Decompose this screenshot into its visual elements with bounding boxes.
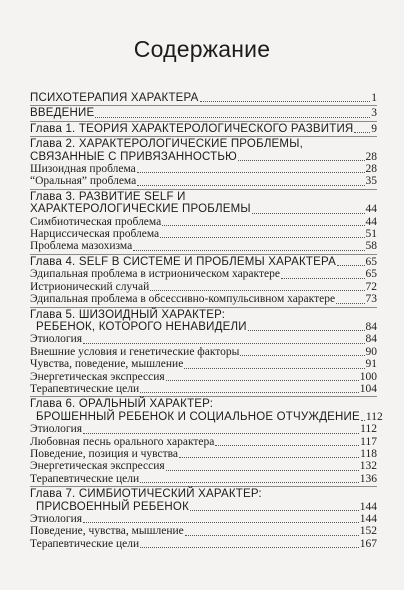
toc-entry-text: Этиология xyxy=(30,423,83,436)
toc-entry-text: Терапевтические цели xyxy=(30,472,140,485)
toc-entry-text: Поведение, позиция и чувства xyxy=(30,447,179,460)
leader-dots xyxy=(184,367,364,369)
chapter-heading[interactable] xyxy=(30,501,377,513)
leader-dots xyxy=(140,481,359,483)
leader-dots xyxy=(179,456,359,458)
toc-entry-text: ВВЕДЕНИЕ xyxy=(30,107,95,120)
toc-entry[interactable] xyxy=(30,216,377,228)
leader-dots xyxy=(190,509,359,511)
toc-entry[interactable] xyxy=(30,423,377,435)
toc-entry-text: Поведение, чувства, мышление xyxy=(30,525,184,538)
toc-page-number: 3 xyxy=(371,107,377,120)
toc-entry[interactable] xyxy=(30,240,377,252)
toc-page-number: 65 xyxy=(365,268,377,281)
toc-entry-text: Эдипальная проблема в обсессивно-компульсивном характере xyxy=(30,293,336,306)
chapter-title-cont: БРОШЕННЫЙ РЕБЕНОК И СОЦИАЛЬНОЕ ОТЧУЖДЕНИЕ xyxy=(36,410,360,423)
toc-page-number: 65 xyxy=(365,255,377,268)
toc-entry-text: ПСИХОТЕРАПИЯ ХАРАКТЕРА xyxy=(30,92,199,104)
toc-entry[interactable] xyxy=(30,538,377,550)
toc-entry-text: Симбиотическая проблема xyxy=(30,215,162,228)
chapter-heading[interactable] xyxy=(30,321,377,333)
toc-entry[interactable] xyxy=(30,107,377,119)
toc-entry[interactable] xyxy=(30,175,377,187)
toc-entry[interactable] xyxy=(30,293,377,305)
toc-page-number: 152 xyxy=(359,525,377,538)
leader-dots xyxy=(137,184,364,186)
toc-entry-text: Проблема мазохизма xyxy=(30,240,133,253)
table-of-contents xyxy=(30,92,383,550)
toc-entry[interactable] xyxy=(30,525,377,537)
toc-entry[interactable] xyxy=(30,346,377,358)
toc-entry[interactable] xyxy=(30,448,377,460)
toc-page-number: 9 xyxy=(371,122,377,135)
chapter-title: Глава 4. SELF В СИСТЕМЕ И ПРОБЛЕМЫ ХАРАКТЕРА xyxy=(30,255,336,268)
toc-entry-text: Этиология xyxy=(30,333,83,346)
leader-dots xyxy=(248,329,365,331)
toc-entry[interactable] xyxy=(30,371,377,383)
leader-dots xyxy=(337,264,365,266)
chapter-title[interactable]: Глава 2. ХАРАКТЕРОЛОГИЧЕСКИЕ ПРОБЛЕМЫ, xyxy=(30,138,303,151)
toc-page-number: 117 xyxy=(360,435,377,448)
chapter-title[interactable]: Глава 3. РАЗВИТИЕ SELF И xyxy=(30,190,186,203)
toc-entry-text: Эдипальная проблема в истрионическом характере xyxy=(30,268,280,281)
leader-dots xyxy=(252,212,365,214)
chapter-title-cont: СВЯЗАННЫЕ С ПРИВЯЗАННОСТЬЮ xyxy=(30,150,237,163)
toc-page-number: 1 xyxy=(371,92,377,104)
leader-dots xyxy=(185,534,359,536)
toc-entry[interactable] xyxy=(30,460,377,472)
toc-page-number: 100 xyxy=(359,370,377,383)
divider xyxy=(30,307,377,308)
leader-dots xyxy=(83,342,364,344)
chapter-title-cont: ПРИСВОЕННЫЙ РЕБЕНОК xyxy=(36,500,189,513)
toc-entry[interactable] xyxy=(30,268,377,280)
toc-page-number: 144 xyxy=(359,513,377,525)
divider xyxy=(30,136,377,137)
chapter-heading[interactable] xyxy=(30,256,377,268)
leader-dots xyxy=(133,249,364,251)
toc-page-number: 72 xyxy=(365,280,377,293)
toc-page-number: 51 xyxy=(365,228,377,241)
toc-page-number: 132 xyxy=(359,460,377,473)
toc-entry-text: Энергетическая экспрессия xyxy=(30,460,165,473)
toc-entry[interactable] xyxy=(30,163,377,175)
toc-entry-text: “Оральная” проблема xyxy=(30,175,137,188)
toc-entry-text: Этиология xyxy=(30,513,83,525)
leader-dots xyxy=(150,289,364,291)
toc-entry-text: Внешние условия и генетические факторы xyxy=(30,345,240,358)
leader-dots xyxy=(83,432,359,434)
toc-entry-text: Энергетическая экспрессия xyxy=(30,370,165,383)
divider xyxy=(30,105,377,106)
toc-page-number: 84 xyxy=(365,320,377,333)
chapter-title-cont: РЕБЕНОК, КОТОРОГО НЕНАВИДЕЛИ xyxy=(36,320,247,333)
toc-entry[interactable] xyxy=(30,358,377,370)
toc-entry[interactable] xyxy=(30,383,377,395)
leader-dots xyxy=(336,302,364,304)
toc-page-number: 44 xyxy=(365,215,377,228)
leader-dots xyxy=(140,391,359,393)
toc-page-number: 112 xyxy=(365,410,383,423)
toc-entry-text: Любовная песнь орального характера xyxy=(30,435,215,448)
toc-page-number: 28 xyxy=(365,163,377,176)
toc-entry[interactable] xyxy=(30,228,377,240)
chapter-heading[interactable] xyxy=(30,123,377,135)
toc-page-number: 84 xyxy=(365,333,377,346)
toc-page-number: 58 xyxy=(365,240,377,253)
chapter-heading[interactable] xyxy=(30,151,377,163)
leader-dots xyxy=(83,521,359,523)
toc-page-number: 90 xyxy=(365,345,377,358)
leader-dots xyxy=(354,131,370,133)
leader-dots xyxy=(162,224,364,226)
toc-entry-text: Нарциссическая проблема xyxy=(30,228,160,241)
leader-dots xyxy=(160,236,364,238)
leader-dots xyxy=(95,116,370,118)
leader-dots xyxy=(215,444,359,446)
chapter-heading[interactable] xyxy=(30,203,377,215)
toc-entry-text: Чувства, поведение, мышление xyxy=(30,358,184,371)
leader-dots xyxy=(200,100,371,102)
chapter-title: Глава 1. ТЕОРИЯ ХАРАКТЕРОЛОГИЧЕСКОГО РАЗВИТИЯ xyxy=(30,122,354,135)
chapter-title[interactable]: Глава 6. ОРАЛЬНЫЙ ХАРАКТЕР: xyxy=(30,398,214,411)
toc-page-number: 167 xyxy=(359,537,377,550)
toc-entry[interactable] xyxy=(30,436,377,448)
toc-entry-text: Терапевтические цели xyxy=(30,382,140,395)
toc-page-number: 35 xyxy=(365,175,377,188)
leader-dots xyxy=(281,277,365,279)
toc-entry[interactable] xyxy=(30,281,377,293)
toc-page-number: 44 xyxy=(365,203,377,216)
toc-page-number: 91 xyxy=(365,358,377,371)
divider xyxy=(30,189,377,190)
leader-dots xyxy=(137,171,365,173)
toc-entry-text: Шизоидная проблема xyxy=(30,163,136,176)
chapter-title-cont: ХАРАКТЕРОЛОГИЧЕСКИЕ ПРОБЛЕМЫ xyxy=(30,203,251,216)
chapter-heading[interactable] xyxy=(30,410,383,423)
toc-page-number: 118 xyxy=(360,447,377,460)
toc-page-number: 112 xyxy=(360,423,377,436)
toc-entry-text: Истрионический случай xyxy=(30,280,150,293)
chapter-title[interactable]: Глава 7. СИМБИОТИЧЕСКИЙ ХАРАКТЕР: xyxy=(30,488,262,501)
toc-page-number: 136 xyxy=(359,472,377,485)
chapter-title[interactable]: Глава 5. ШИЗОИДНЫЙ ХАРАКТЕР: xyxy=(30,308,226,321)
toc-page-number: 144 xyxy=(359,500,377,513)
toc-page-number: 28 xyxy=(365,150,377,163)
page-title: Содержание xyxy=(133,36,271,62)
leader-dots xyxy=(166,469,359,471)
toc-entry-text: Терапевтические цели xyxy=(30,537,140,550)
toc-entry[interactable] xyxy=(30,333,377,345)
leader-dots xyxy=(140,546,359,548)
divider xyxy=(30,121,377,122)
divider xyxy=(30,254,377,255)
toc-entry[interactable] xyxy=(30,473,377,485)
toc-page-number: 104 xyxy=(359,382,377,395)
leader-dots xyxy=(361,419,365,421)
leader-dots xyxy=(240,354,364,356)
leader-dots xyxy=(166,379,359,381)
leader-dots xyxy=(238,159,365,161)
toc-page-number: 73 xyxy=(365,293,377,306)
toc-entry[interactable] xyxy=(30,92,377,104)
toc-entry[interactable] xyxy=(30,513,377,525)
